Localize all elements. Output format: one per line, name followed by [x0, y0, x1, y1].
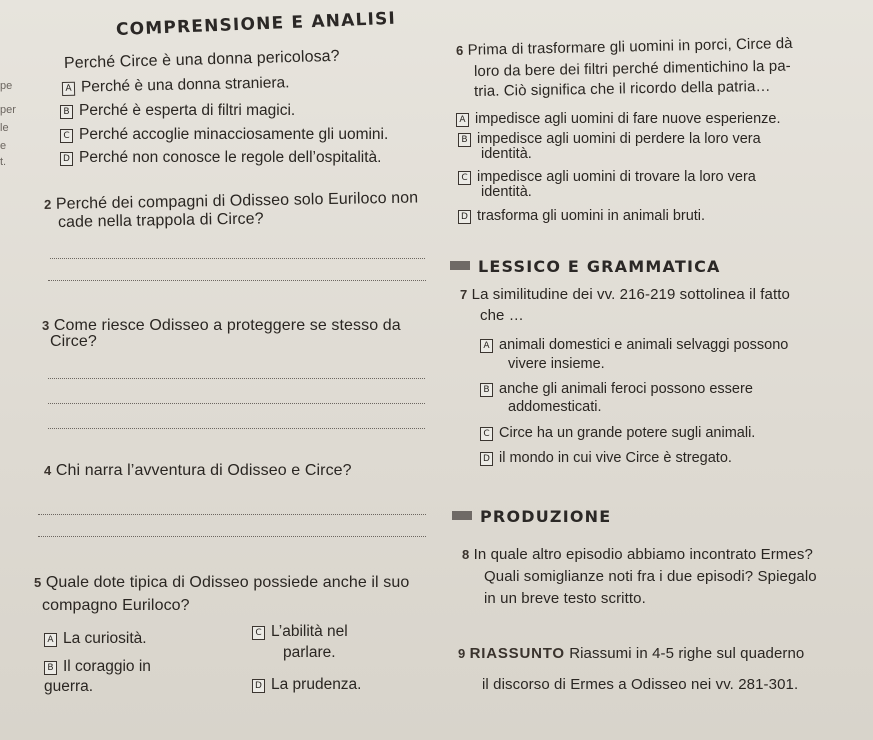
answer-line[interactable]	[48, 403, 425, 404]
option-letter-box: C	[480, 427, 493, 441]
question-8: 8 In quale altro episodio abbiamo incontrato Ermes?	[462, 546, 813, 563]
question-6-line2: loro da bere dei filtri perché dimentichino la pa-	[473, 57, 791, 80]
question-7: 7 La similitudine dei vv. 216-219 sottolinea il fatto	[460, 286, 790, 303]
q6-option-c[interactable]: C impedisce agli uomini di trovare la loro vera	[458, 169, 756, 185]
answer-line[interactable]	[48, 378, 425, 379]
q1-option-c[interactable]: C Perché accoglie minacciosamente gli uomini.	[60, 126, 388, 144]
q5-option-a[interactable]: A La curiosità.	[44, 630, 147, 648]
question-2-line2: cade nella trappola di Circe?	[57, 210, 264, 231]
q6-option-b-line2: identità.	[481, 146, 532, 162]
margin-fragment: e	[0, 140, 7, 152]
question-6-line3: tria. Ciò significa che il ricordo della patria…	[473, 77, 771, 100]
section-title-comprensione: COMPRENSIONE E ANALISI	[115, 8, 397, 40]
q5-option-b[interactable]: B Il coraggio in	[44, 658, 151, 676]
question-8-line3: in un breve testo scritto.	[484, 590, 646, 607]
question-9: 9 RIASSUNTO Riassumi in 4-5 righe sul quaderno	[458, 645, 805, 662]
section-title-produzione: PRODUZIONE	[452, 507, 611, 526]
option-letter-box: A	[456, 113, 469, 127]
option-letter-box: A	[44, 633, 57, 647]
option-letter-box: D	[458, 210, 471, 224]
q6-option-d[interactable]: D trasforma gli uomini in animali bruti.	[458, 208, 705, 224]
q5-option-c-line2: parlare.	[283, 644, 336, 661]
q7-option-d[interactable]: D il mondo in cui vive Circe è stregato.	[480, 450, 732, 466]
q5-option-b-line2: guerra.	[44, 678, 94, 695]
option-letter-box: D	[480, 452, 493, 466]
margin-fragment: le	[0, 122, 9, 134]
option-letter-box: C	[60, 129, 73, 143]
q7-option-a[interactable]: A animali domestici e animali selvaggi possono	[480, 337, 788, 353]
margin-fragment: pe	[0, 80, 13, 92]
option-letter-box: B	[60, 105, 73, 119]
answer-line[interactable]	[38, 536, 426, 537]
question-3-line2: Circe?	[50, 333, 97, 350]
option-letter-box: B	[480, 383, 493, 397]
question-6: 6 Prima di trasformare gli uomini in porci, Circe dà	[455, 34, 793, 59]
answer-line[interactable]	[48, 428, 425, 429]
margin-fragment: per	[0, 104, 16, 116]
answer-line[interactable]	[48, 280, 426, 281]
q7-option-c[interactable]: C Circe ha un grande potere sugli animali.	[480, 425, 755, 441]
option-letter-box: A	[480, 339, 493, 353]
option-letter-box: A	[62, 82, 75, 96]
q1-option-b[interactable]: B Perché è esperta di filtri magici.	[60, 102, 295, 120]
question-4: 4 Chi narra l’avventura di Odisseo e Circe?	[44, 462, 352, 479]
option-letter-box: B	[458, 133, 471, 147]
q1-option-d[interactable]: D Perché non conosce le regole dell’ospitalità.	[60, 149, 381, 167]
question-5: 5 Quale dote tipica di Odisseo possiede anche il suo	[34, 574, 410, 591]
question-7-line2: che …	[480, 307, 524, 324]
q6-option-b[interactable]: B impedisce agli uomini di perdere la loro vera	[458, 131, 761, 147]
margin-fragment: t.	[0, 156, 7, 168]
q5-option-c[interactable]: C L’abilità nel	[252, 623, 348, 641]
q6-option-a[interactable]: A impedisce agli uomini di fare nuove esperienze.	[456, 111, 780, 127]
q7-option-b-line2: addomesticati.	[508, 399, 602, 415]
question-9-line2: il discorso di Ermes a Odisseo nei vv. 281-301.	[482, 676, 799, 693]
section-marker	[452, 511, 472, 520]
option-letter-box: D	[60, 152, 73, 166]
q7-option-b[interactable]: B anche gli animali feroci possono essere	[480, 381, 753, 397]
answer-line[interactable]	[50, 258, 425, 259]
section-title-lessico: LESSICO E GRAMMATICA	[450, 257, 721, 276]
question-2: 2 Perché dei compagni di Odisseo solo Euriloco non	[43, 189, 419, 213]
q1-option-a[interactable]: A Perché è una donna straniera.	[62, 74, 290, 97]
answer-line[interactable]	[38, 514, 426, 515]
option-letter-box: C	[252, 626, 265, 640]
option-letter-box: D	[252, 679, 265, 693]
q6-option-c-line2: identità.	[481, 184, 532, 200]
q5-option-d[interactable]: D La prudenza.	[252, 676, 362, 694]
option-letter-box: C	[458, 171, 471, 185]
question-3: 3 Come riesce Odisseo a proteggere se stesso da	[42, 317, 401, 334]
question-5-line2: compagno Euriloco?	[42, 597, 190, 614]
option-letter-box: B	[44, 661, 57, 675]
question-8-line2: Quali somiglianze noti fra i due episodi? Spiegalo	[484, 568, 817, 585]
q7-option-a-line2: vivere insieme.	[508, 356, 605, 372]
question-1: Perché Circe è una donna pericolosa?	[63, 47, 340, 72]
section-marker	[450, 261, 470, 270]
